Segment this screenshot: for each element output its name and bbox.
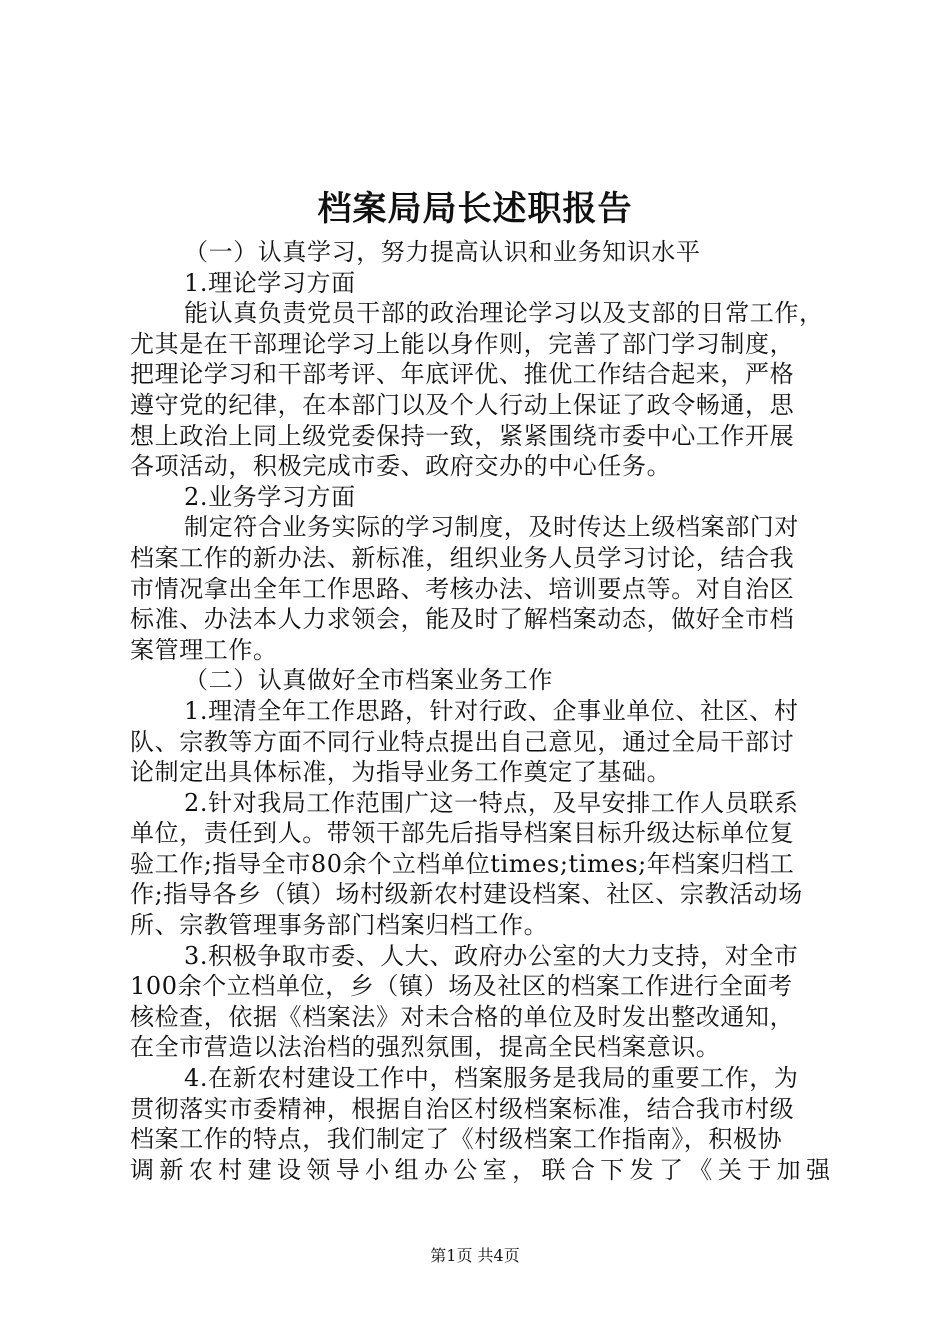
paragraph-line: 在全市营造以法治档的强烈氛围，提高全民档案意识。 <box>130 1033 721 1062</box>
paragraph-line: 贯彻落实市委精神，根据自治区村级档案标准，结合我市村级 <box>130 1094 795 1123</box>
paragraph-line: 单位，责任到人。带领干部先后指导档案目标升级达标单位复 <box>130 819 795 848</box>
paragraph-line: 遵守党的纪律，在本部门以及个人行动上保证了政令畅通，思 <box>130 390 795 419</box>
paragraph-line: 标准、办法本人力求领会，能及时了解档案动态，做好全市档 <box>130 605 795 634</box>
paragraph-line: 作;指导各乡（镇）场村级新农村建设档案、社区、宗教活动场 <box>130 880 803 909</box>
paragraph-line: 市情况拿出全年工作思路、考核办法、培训要点等。对自治区 <box>130 574 795 603</box>
subheading-business: 2.业务学习方面 <box>184 482 356 511</box>
paragraph-line: 能认真负责党员干部的政治理论学习以及支部的日常工作， <box>184 299 824 328</box>
paragraph-line: 100余个立档单位，乡（镇）场及社区的档案工作进行全面考 <box>130 972 793 1001</box>
paragraph-line: 1.理清全年工作思路，针对行政、企事业单位、社区、村 <box>184 696 799 725</box>
paragraph-line: 核检查，依据《档案法》对未合格的单位及时发出整改通知， <box>130 1002 795 1031</box>
document-title: 档案局局长述职报告 <box>317 189 633 229</box>
paragraph-line: 案管理工作。 <box>130 635 278 664</box>
paragraph-line: 队、宗教等方面不同行业特点提出自己意见，通过全局干部讨 <box>130 727 795 756</box>
page-number-footer: 第1页 共4页 <box>430 1246 520 1265</box>
paragraph-line: 各项活动，积极完成市委、政府交办的中心任务。 <box>130 452 672 481</box>
paragraph-line: 3.积极争取市委、人大、政府办公室的大力支持，对全市 <box>184 941 799 970</box>
paragraph-line: 档案工作的特点，我们制定了《村级档案工作指南》，积极协 <box>130 1125 783 1154</box>
paragraph-line: 尤其是在干部理论学习上能以身作则，完善了部门学习制度， <box>130 329 795 358</box>
paragraph-line: 制定符合业务实际的学习制度，及时传达上级档案部门对 <box>184 513 799 542</box>
paragraph-line: 论制定出具体标准，为指导业务工作奠定了基础。 <box>130 758 672 787</box>
paragraph-line: 2.针对我局工作范围广这一特点，及早安排工作人员联系 <box>184 788 799 817</box>
section-heading-1: （一）认真学习，努力提高认识和业务知识水平 <box>184 238 701 266</box>
paragraph-line: 4.在新农村建设工作中，档案服务是我局的重要工作，为 <box>184 1064 799 1093</box>
paragraph-line: 验工作;指导全市80余个立档单位times;times;年档案归档工 <box>130 849 795 878</box>
paragraph-line: 档案工作的新办法、新标准，组织业务人员学习讨论，结合我 <box>130 543 795 572</box>
section-heading-2: （二）认真做好全市档案业务工作 <box>184 666 553 695</box>
paragraph-line: 把理论学习和干部考评、年底评优、推优工作结合起来，严格 <box>130 360 795 389</box>
document-body <box>130 237 830 1185</box>
paragraph-line: 想上政治上同上级党委保持一致，紧紧围绕市委中心工作开展 <box>130 421 795 450</box>
subheading-theory: 1.理论学习方面 <box>184 268 356 297</box>
paragraph-line: 调新农村建设领导小组办公室，联合下发了《关于加强 <box>130 1155 830 1184</box>
paragraph-line: 所、宗教管理事务部门档案归档工作。 <box>130 911 549 940</box>
